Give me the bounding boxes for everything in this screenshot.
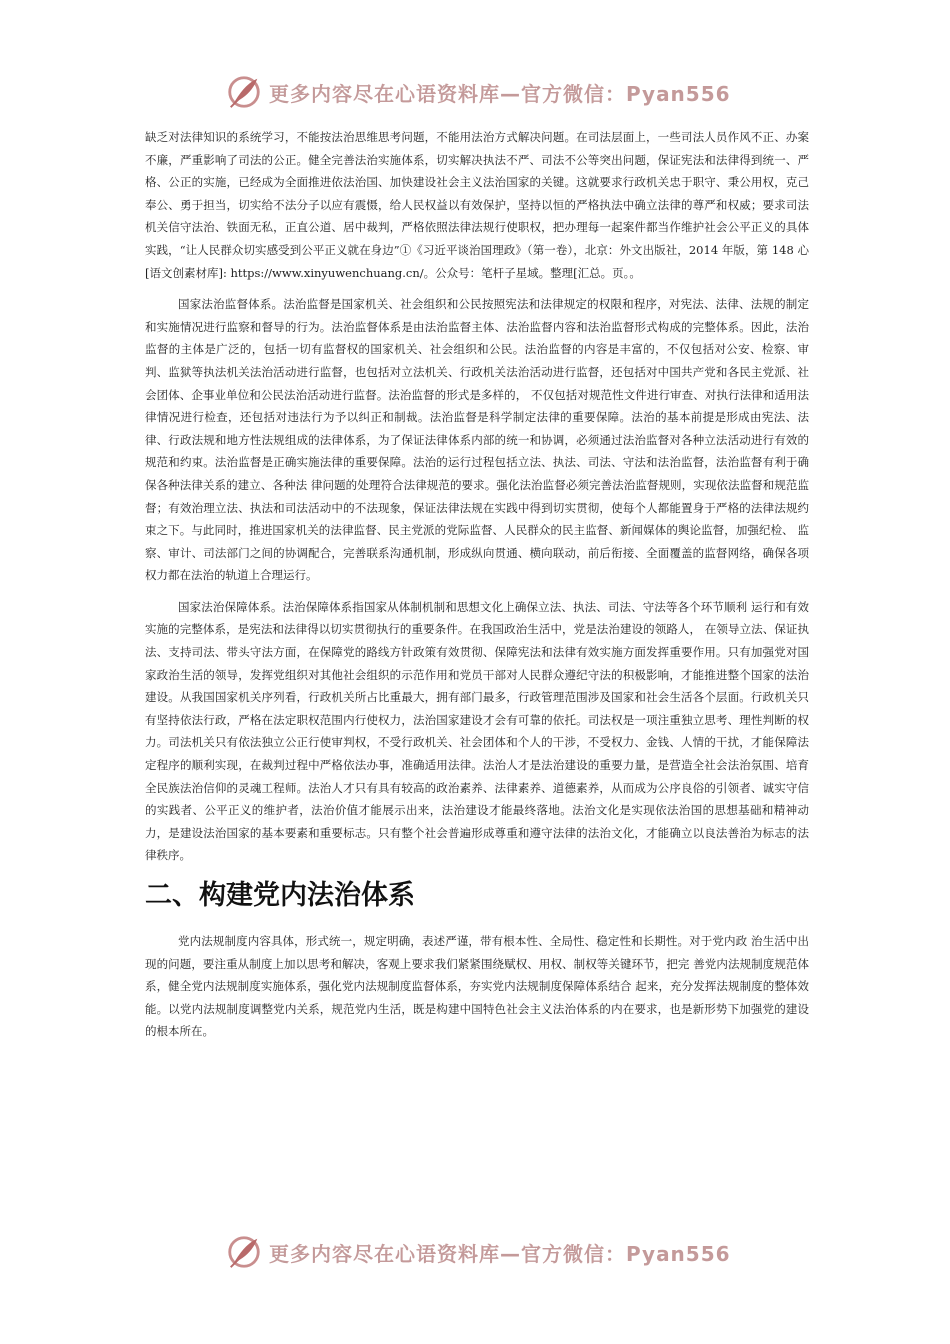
feather-logo-icon	[225, 73, 263, 111]
section-heading: 二、构建党内法治体系	[145, 880, 415, 911]
header-watermark-banner	[225, 72, 731, 112]
document-body	[145, 126, 809, 1052]
watermark-text: 更多内容尽在心语资料库—官方微信：Pyan556	[269, 81, 731, 106]
footer-watermark-banner	[225, 1232, 731, 1272]
watermark-text: 更多内容尽在心语资料库—官方微信：Pyan556	[269, 1241, 731, 1266]
paragraph-party-regulations: 党内法规制度内容具体，形式统一，规定明确，表述严谨，带有根本性、全局性、稳定性和长期性。对于党内政 治生活中出现的问题，要注重从制度上加以思考和解决，客观上要求我们紧紧围绕赋权、用权、制权等关键环节，把完 善党内法规制度规范体系，健全党内法规制度实施体系，强化党内法规制度监督体系，夯实党内法规制度保障体系结合 起来，充分发挥法规制度的整体效能。以党内法规制度调整党内关系，规范党内生活，既是构建中国特色社会主义法治体系的内在要求，也是新形势下加强党的建设的根本所在。	[145, 934, 809, 1039]
paragraph-continued: 缺乏对法律知识的系统学习，不能按法治思维思考问题，不能用法治方式解决问题。在司法层面上，一些司法人员作风不正、办案不廉，严重影响了司法的公正。健全完善法治实施体系，切实解决执法不严、司法不公等突出问题，保证宪法和法律得到统一、严格、公正的实施，已经成为全面推进依法治国、加快建设社会主义法治国家的关键。这就要求行政机关忠于职守、秉公用权，克己奉公、勇于担当，切实给不法分子以应有震慑，给人民权益以有效保护，坚持以恒的严格执法中确立法律的尊严和权威；要求司法机关信守法治、铁面无私，正直公道、居中裁判，严格依照法律法规行使职权，把办理每一起案件都当作维护社会公平正义的具体实践，“让人民群众切实感受到公平正义就在身边”①《习近平谈治国理政》（第一卷），北京：外文出版社，2014 年版，第 148 心[语文创素材库]: https://www.xinyuwenchuang.cn/。公众号：笔杆子星域。整理[汇总。页。。	[145, 130, 809, 280]
feather-logo-icon	[225, 1233, 263, 1271]
paragraph-guarantee-system: 国家法治保障体系。法治保障体系指国家从体制机制和思想文化上确保立法、执法、司法、守法等各个环节顺利 运行和有效实施的完整体系，是宪法和法律得以切实贯彻执行的重要条件。在我国政治生活中，党是法治建设的领路人， 在领导立法、保证执法、支持司法、带头守法方面，在保障党的路线方针政策有效贯彻、保障宪法和法律有效实施方面发挥重要作用。只有加强党对国家政治生活的领导，发挥党组织对其他社会组织的示范作用和党员干部对人民群众遵纪守法的积极影响，才能推进整个国家的法治建设。从我国国家机关序列看，行政机关所占比重最大，拥有部门最多，行政管理范围涉及国家和社会生活各个层面。行政机关只有坚持依法行政，严格在法定职权范围内行使权力，法治国家建设才会有可靠的依托。司法权是一项注重独立思考、理性判断的权力。司法机关只有依法独立公正行使审判权，不受行政机关、社会团体和个人的干涉，不受权力、金钱、人情的干扰，才能保障法定程序的顺利实现，在裁判过程中严格依法办事，准确适用法律。法治人才是法治建设的重要力量，是营造全社会法治氛围、培育全民族法治信仰的灵魂工程师。法治人才只有具有较高的政治素养、法律素养、道德素养，从而成为公序良俗的引领者、诚实守信的实践者、公平正义的维护者，法治价值才能展示出来，法治建设才能最终落地。法治文化是实现依法治国的思想基础和精神动力，是建设法治国家的基本要素和重要标志。只有整个社会普遍形成尊重和遵守法律的法治文化，才能确立以良法善治为标志的法律秩序。	[145, 599, 809, 863]
paragraph-supervision-system: 国家法治监督体系。法治监督是国家机关、社会组织和公民按照宪法和法律规定的权限和程序，对宪法、法律、法规的制定和实施情况进行监察和督导的行为。法治监督体系是由法治监督主体、法治监督内容和法治监督形式构成的完整体系。因此，法治监督的主体是广泛的，包括一切有监督权的国家机关、社会组织和公民。法治监督的内容是丰富的，不仅包括对公安、检察、审判、监狱等执法机关法治活动进行监督，也包括对立法机关、行政机关法治活动进行监督，还包括对中国共产党和各民主党派、社会团体、企事业单位和公民法治活动进行监督。法治监督的形式是多样的， 不仅包括对规范性文件进行审查、对执行法律和适用法律情况进行检查，还包括对违法行为予以纠正和制裁。法治监督是科学制定法律的重要保障。法治的基本前提是形成由宪法、法律、行政法规和地方性法规组成的法律体系，为了保证法律体系内部的统一和协调，必须通过法治监督对各种立法活动进行有效的规范和约束。法治监督是正确实施法律的重要保障。法治的运行过程包括立法、执法、司法、守法和法治监督，法治监督有利于确保各种法律关系的建立、各种法 律问题的处理符合法律规范的要求。强化法治监督必须完善法治监督规则，实现依法监督和规范监督；有效治理立法、执法和司法活动中的不法现象，保证法律法规在实践中得到切实贯彻，使每个人都能置身于严格的法律法规约束之下。与此同时，推进国家机关的法律监督、民主党派的党际监督、人民群众的民主监督、新闻媒体的舆论监督，加强纪检、 监察、审计、司法部门之间的协调配合，完善联系沟通机制，形成纵向贯通、横向联动，前后衔接、全面覆盖的监督网络，确保各项权力都在法治的轨道上合理运行。	[145, 297, 809, 583]
